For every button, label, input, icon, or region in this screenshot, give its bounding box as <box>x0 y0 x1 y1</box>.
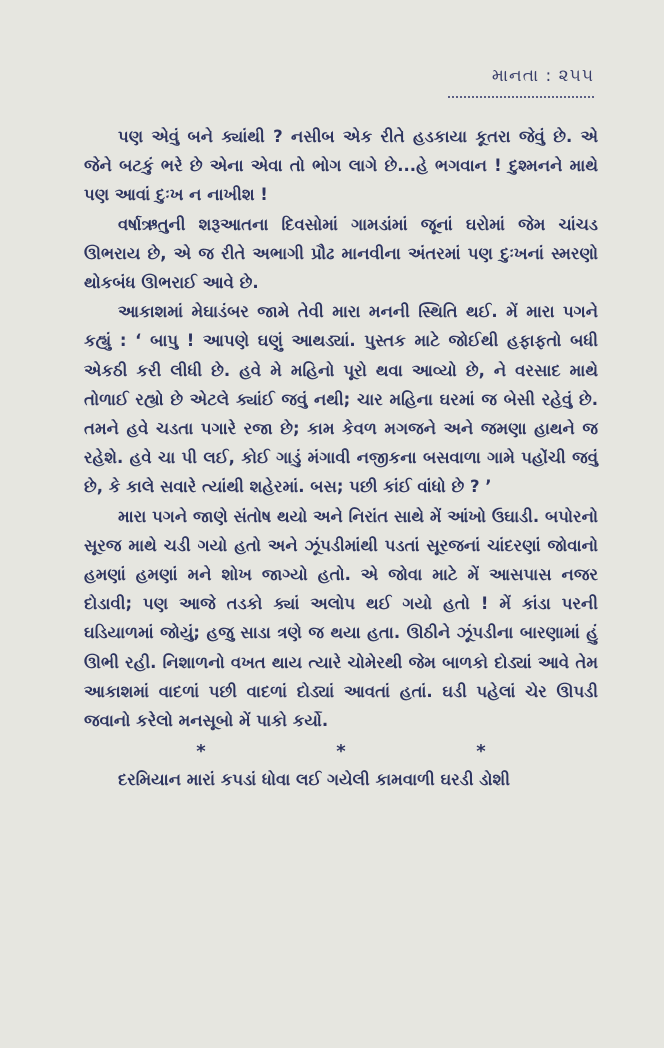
section-separator <box>131 739 551 765</box>
header-underline <box>448 96 594 98</box>
separator-star: * <box>196 741 206 763</box>
paragraph-2: વર્ષાઋતુની શરૂઆતના દિવસોમાં ગામડાંમાં જૂનાં ઘરોમાં જેમ ચાંચડ ઊભરાય છે, એ જ રીતે અભાગી પ્રૌઢ માનવીના અંતરમાં પણ દુઃખનાં સ્મરણો થોકબંધ ઊભરાઈ આવે છે. <box>84 214 598 293</box>
paragraph-1: પણ એવું બને ક્યાંથી ? નસીબ એક રીતે હડકાયા કૂતરા જેવું છે. એ જેને બટકું ભરે છે એના એવા તો ભોગ લાગે છે...હે ભગવાન ! દુશ્મનને માથે પણ આવાં દુઃખ ન નાખીશ ! <box>84 127 598 205</box>
separator-star: * <box>476 741 486 763</box>
page-header: માનતા : ૨૫૫ <box>491 66 594 86</box>
paragraph-3: આકાશમાં મેઘાડંબર જામે તેવી મારા મનની સ્થિતિ થઈ. મેં મારા પગને કહ્યું : ‘ બાપુ ! આપણે ઘણું આથડ્યાં. પુસ્તક માટે જોઈથી હફાફતો બધી એકઠી કરી લીધી છે. હવે મે મહિનો પૂરો થવા આવ્યો છે, ને વરસાદ માથે તોળાઈ રહ્યો છે એટલે ક્યાંઈ જવું નથી; ચાર મહિના ઘરમાં જ બેસી રહેવું છે. તમને હવે ચડતા પગારે રજા છે; કામ કેવળ મગજને અને જમણા હાથને જ રહેશે. હવે ચા પી લઈ, કોઈ ગાડું મંગાવી નજીકના બસવાળા ગામે પહોંચી જવું છે, કે કાલે સવારે ત્યાંથી શહેરમાં. બસ; પછી કાંઈ વાંધો છે ? ’ <box>84 302 598 497</box>
paragraph-5: દરમિયાન મારાં કપડાં ધોવા લઈ ગયેલી કામવાળી ઘરડી ડોશી <box>118 770 510 790</box>
separator-star: * <box>336 741 346 763</box>
paragraph-4: મારા પગને જાણે સંતોષ થયો અને નિરાંત સાથે મેં આંખો ઉઘાડી. બપોરનો સૂરજ માથે ચડી ગયો હતો અને ઝૂંપડીમાંથી પડતાં સૂરજનાં ચાંદરણાં જોવાનો હમણાં હમણાં મને શોખ જાગ્યો હતો. એ જોવા માટે મેં આસપાસ નજર દોડાવી; પણ આજે તડકો ક્યાં અલોપ થઈ ગયો હતો ! મેં કાંડા પરની ઘડિયાળમાં જોયું; હજુ સાડા ત્રણે જ થયા હતા. ઊઠીને ઝૂંપડીના બારણામાં હું ઊભી રહી. નિશાળનો વખત થાય ત્યારે ચોમેરથી જેમ બાળકો દોડ્યાં આવે તેમ આકાશમાં વાદળાં પછી વાદળાં દોડ્યાં આવતાં હતાં. ઘડી પહેલાં ચેર ઊપડી જવાનો કરેલો મનસૂબો મેં પાકો કર્યો. <box>84 506 598 731</box>
page-body <box>84 122 598 794</box>
